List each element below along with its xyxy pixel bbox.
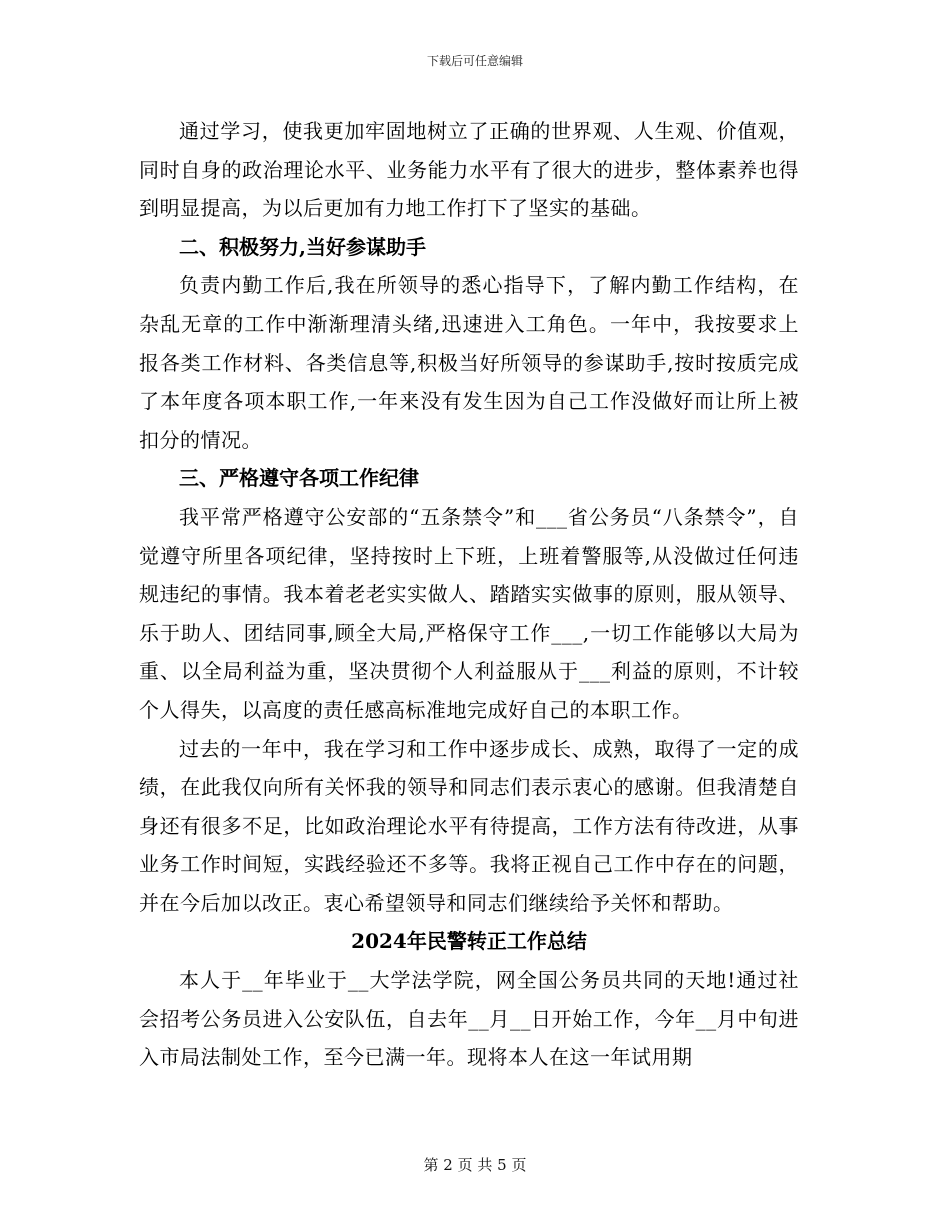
paragraph-discipline: 我平常严格遵守公安部的“五条禁令”和___省公务员“八条禁令”，自觉遵守所里各项纪律，坚持按时上下班，上班着警服等,从没做过任何违规违纪的事情。我本着老老实实做人、踏踏实实做事的原则，服从领导、乐于助人、团结同事,顾全大局,严格保守工作___,一切工作能够以大局为重、以全局利益为重，坚决贯彻个人利益服从于___利益的原则，不计较个人得失，以高度的责任感高标准地完成好自己的本职工作。 <box>139 504 799 722</box>
paragraph-conclusion: 过去的一年中，我在学习和工作中逐步成长、成熟，取得了一定的成绩，在此我仅向所有关怀我的领导和同志们表示衷心的感谢。但我清楚自身还有很多不足，比如政治理论水平有待提高，工作方法有待改进，从事业务工作时间短，实践经验还不多等。我将正视自己工作中存在的问题，并在今后加以改正。衷心希望领导和同志们继续给予关怀和帮助。 <box>139 736 799 915</box>
document-title: 2024年民警转正工作总结 <box>351 929 587 954</box>
section-heading-2: 二、积极努力,当好参谋助手 <box>179 234 426 259</box>
paragraph-study-summary: 通过学习，使我更加牢固地树立了正确的世界观、人生观、价值观，同时自身的政治理论水平、业务能力水平有了很大的进步，整体素养也得到明显提高，为以后更加有力地工作打下了坚实的基础。 <box>139 119 799 221</box>
paragraph-introduction: 本人于__年毕业于__大学法学院，网全国公务员共同的天地!通过社会招考公务员进入公安队伍，自去年__月__日开始工作，今年__月中旬进入市局法制处工作，至今已满一年。现将本人在这一年试用期 <box>139 968 799 1070</box>
page-number: 第 2 页 共 5 页 <box>423 1156 527 1174</box>
page-header: 下载后可任意编辑 <box>426 54 523 68</box>
section-heading-3: 三、严格遵守各项工作纪律 <box>179 466 419 491</box>
paragraph-office-work: 负责内勤工作后,我在所领导的悉心指导下，了解内勤工作结构，在杂乱无章的工作中渐渐理清头绪,迅速进入工角色。一年中，我按要求上报各类工作材料、各类信息等,积极当好所领导的参谋助手,按时按质完成了本年度各项本职工作,一年来没有发生因为自己工作没做好而让所上被扣分的情况。 <box>139 273 799 452</box>
document-body <box>139 112 799 1077</box>
